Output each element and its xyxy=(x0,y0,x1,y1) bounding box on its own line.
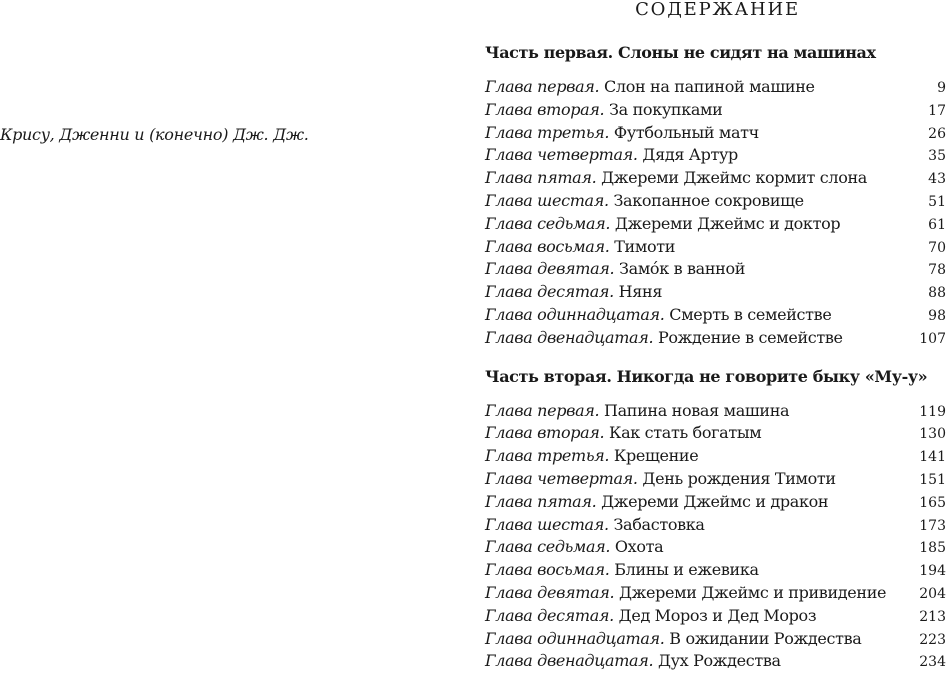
page-number: 51 xyxy=(928,193,946,210)
chapter-title: Замо́к в ванной xyxy=(619,259,746,279)
chapter-entry xyxy=(485,190,804,213)
chapter-entry xyxy=(485,514,705,537)
dedication: Крису, Дженни и (конечно) Дж. Дж. xyxy=(0,125,309,144)
chapter-title: Дух Рождества xyxy=(657,651,781,671)
chapter-entry xyxy=(485,76,815,99)
chapter-title: Блины и ежевика xyxy=(614,560,759,580)
toc-entry xyxy=(485,605,948,628)
part-title: Часть первая. Слоны не сидят на машинах xyxy=(485,43,876,62)
toc-entry xyxy=(485,236,948,259)
table-of-contents xyxy=(485,0,948,673)
toc-entry xyxy=(485,327,948,350)
page-number: 194 xyxy=(919,563,946,580)
toc-entry xyxy=(485,514,948,537)
chapter-entry xyxy=(485,327,843,350)
chapter-title: Крещение xyxy=(613,446,699,466)
chapter-title: День рождения Тимоти xyxy=(642,468,836,488)
chapter-title: Слон на папиной машине xyxy=(604,77,815,96)
chapter-title: Дед Мороз и Дед Мороз xyxy=(618,605,817,625)
toc-entry xyxy=(485,304,948,327)
chapter-entry xyxy=(485,605,816,628)
toc-entry xyxy=(485,582,948,605)
chapter-label: Глава шестая. xyxy=(485,190,609,210)
chapter-title: Джереми Джеймс и дракон xyxy=(601,491,829,511)
toc-entry xyxy=(485,650,948,673)
chapter-title: Тимоти xyxy=(614,236,676,256)
chapter-label: Глава одиннадцатая. xyxy=(485,628,665,648)
chapter-entry xyxy=(485,304,831,327)
chapter-title: Дядя Артур xyxy=(642,145,738,165)
chapter-title: Как стать богатым xyxy=(609,423,762,443)
chapter-label: Глава восьмая. xyxy=(485,560,610,580)
toc-entry xyxy=(485,76,948,99)
chapter-entry xyxy=(485,422,761,445)
page-number: 130 xyxy=(919,426,946,443)
chapter-entry xyxy=(485,122,759,145)
chapter-list xyxy=(485,400,948,674)
chapter-label: Глава вторая. xyxy=(485,99,605,119)
chapter-entry xyxy=(485,167,867,190)
chapter-entry xyxy=(485,536,663,559)
page-number: 234 xyxy=(919,654,946,671)
toc-entry xyxy=(485,536,948,559)
chapter-entry xyxy=(485,491,828,514)
toc-entry xyxy=(485,258,948,281)
chapter-entry xyxy=(485,99,722,122)
page-number: 173 xyxy=(919,517,946,534)
page-number: 151 xyxy=(919,471,946,488)
chapter-title: Папина новая машина xyxy=(604,400,790,420)
chapter-title: Джереми Джеймс и привидение xyxy=(619,582,887,602)
toc-entry xyxy=(485,628,948,651)
chapter-entry xyxy=(485,144,738,167)
chapter-label: Глава десятая. xyxy=(485,282,614,302)
toc-entry xyxy=(485,167,948,190)
page-number: 98 xyxy=(928,307,946,324)
page-number: 185 xyxy=(919,540,946,557)
chapter-entry xyxy=(485,213,840,236)
page-number: 26 xyxy=(928,125,946,142)
chapter-title: Няня xyxy=(618,282,663,302)
chapter-title: Смерть в семействе xyxy=(669,304,832,324)
toc-entry xyxy=(485,99,948,122)
chapter-title: Забастовка xyxy=(613,514,705,534)
chapter-title: За покупками xyxy=(609,99,723,119)
toc-entry xyxy=(485,190,948,213)
chapter-label: Глава пятая. xyxy=(485,168,597,188)
page-number: 35 xyxy=(928,148,946,165)
page-number: 61 xyxy=(928,216,946,233)
chapter-label: Глава первая. xyxy=(485,77,600,96)
page-number: 213 xyxy=(919,608,946,625)
part-title: Часть вторая. Никогда не говорите быку «Му-у» xyxy=(485,366,928,386)
chapter-label: Глава четвертая. xyxy=(485,145,638,165)
toc-entry xyxy=(485,400,948,423)
chapter-title: В ожидании Рождества xyxy=(669,628,862,648)
chapter-label: Глава третья. xyxy=(485,122,610,142)
toc-entry xyxy=(485,445,948,468)
chapter-entry xyxy=(485,445,698,468)
chapter-entry xyxy=(485,281,662,304)
chapter-label: Глава пятая. xyxy=(485,491,597,511)
toc-entry xyxy=(485,281,948,304)
chapter-entry xyxy=(485,650,781,673)
page-number: 70 xyxy=(928,239,946,256)
chapter-entry xyxy=(485,258,745,281)
toc-entry xyxy=(485,468,948,491)
chapter-entry xyxy=(485,559,759,582)
chapter-entry xyxy=(485,582,886,605)
chapter-label: Глава двенадцатая. xyxy=(485,651,654,671)
toc-entry xyxy=(485,491,948,514)
toc-entry xyxy=(485,559,948,582)
chapter-label: Глава десятая. xyxy=(485,605,614,625)
chapter-title: Охота xyxy=(614,537,664,557)
chapter-label: Глава вторая. xyxy=(485,423,605,443)
toc-entry xyxy=(485,144,948,167)
page-number: 141 xyxy=(919,449,946,466)
chapter-label: Глава девятая. xyxy=(485,259,615,279)
chapter-label: Глава девятая. xyxy=(485,582,615,602)
chapter-label: Глава шестая. xyxy=(485,514,609,534)
chapter-title: Закопанное сокровище xyxy=(613,190,804,210)
page-number: 9 xyxy=(937,80,946,96)
chapter-label: Глава первая. xyxy=(485,400,600,420)
chapter-title: Джереми Джеймс кормит слона xyxy=(601,168,867,188)
toc-entry xyxy=(485,122,948,145)
chapter-label: Глава одиннадцатая. xyxy=(485,304,665,324)
chapter-label: Глава четвертая. xyxy=(485,468,638,488)
page-number: 43 xyxy=(928,171,946,188)
chapter-label: Глава седьмая. xyxy=(485,537,611,557)
page-number: 107 xyxy=(919,330,946,347)
chapter-label: Глава седьмая. xyxy=(485,213,611,233)
toc-entry xyxy=(485,213,948,236)
page-number: 78 xyxy=(928,262,946,279)
page-number: 223 xyxy=(919,631,946,648)
chapter-entry xyxy=(485,400,789,423)
chapter-entry xyxy=(485,236,675,259)
toc-entry xyxy=(485,422,948,445)
page-number: 165 xyxy=(919,494,946,511)
chapter-label: Глава двенадцатая. xyxy=(485,327,654,347)
chapter-entry xyxy=(485,628,861,651)
chapter-label: Глава третья. xyxy=(485,446,610,466)
chapter-title: Рождение в семействе xyxy=(657,327,843,347)
chapter-list xyxy=(485,76,948,350)
chapter-label: Глава восьмая. xyxy=(485,236,610,256)
toc-title: СОДЕРЖАНИЕ xyxy=(635,0,800,20)
chapter-title: Футбольный матч xyxy=(613,122,759,142)
page-number: 204 xyxy=(919,585,946,602)
page-number: 119 xyxy=(919,403,946,420)
chapter-title: Джереми Джеймс и доктор xyxy=(614,213,841,233)
chapter-entry xyxy=(485,468,836,491)
page-number: 88 xyxy=(928,285,946,302)
page-number: 17 xyxy=(928,102,946,119)
